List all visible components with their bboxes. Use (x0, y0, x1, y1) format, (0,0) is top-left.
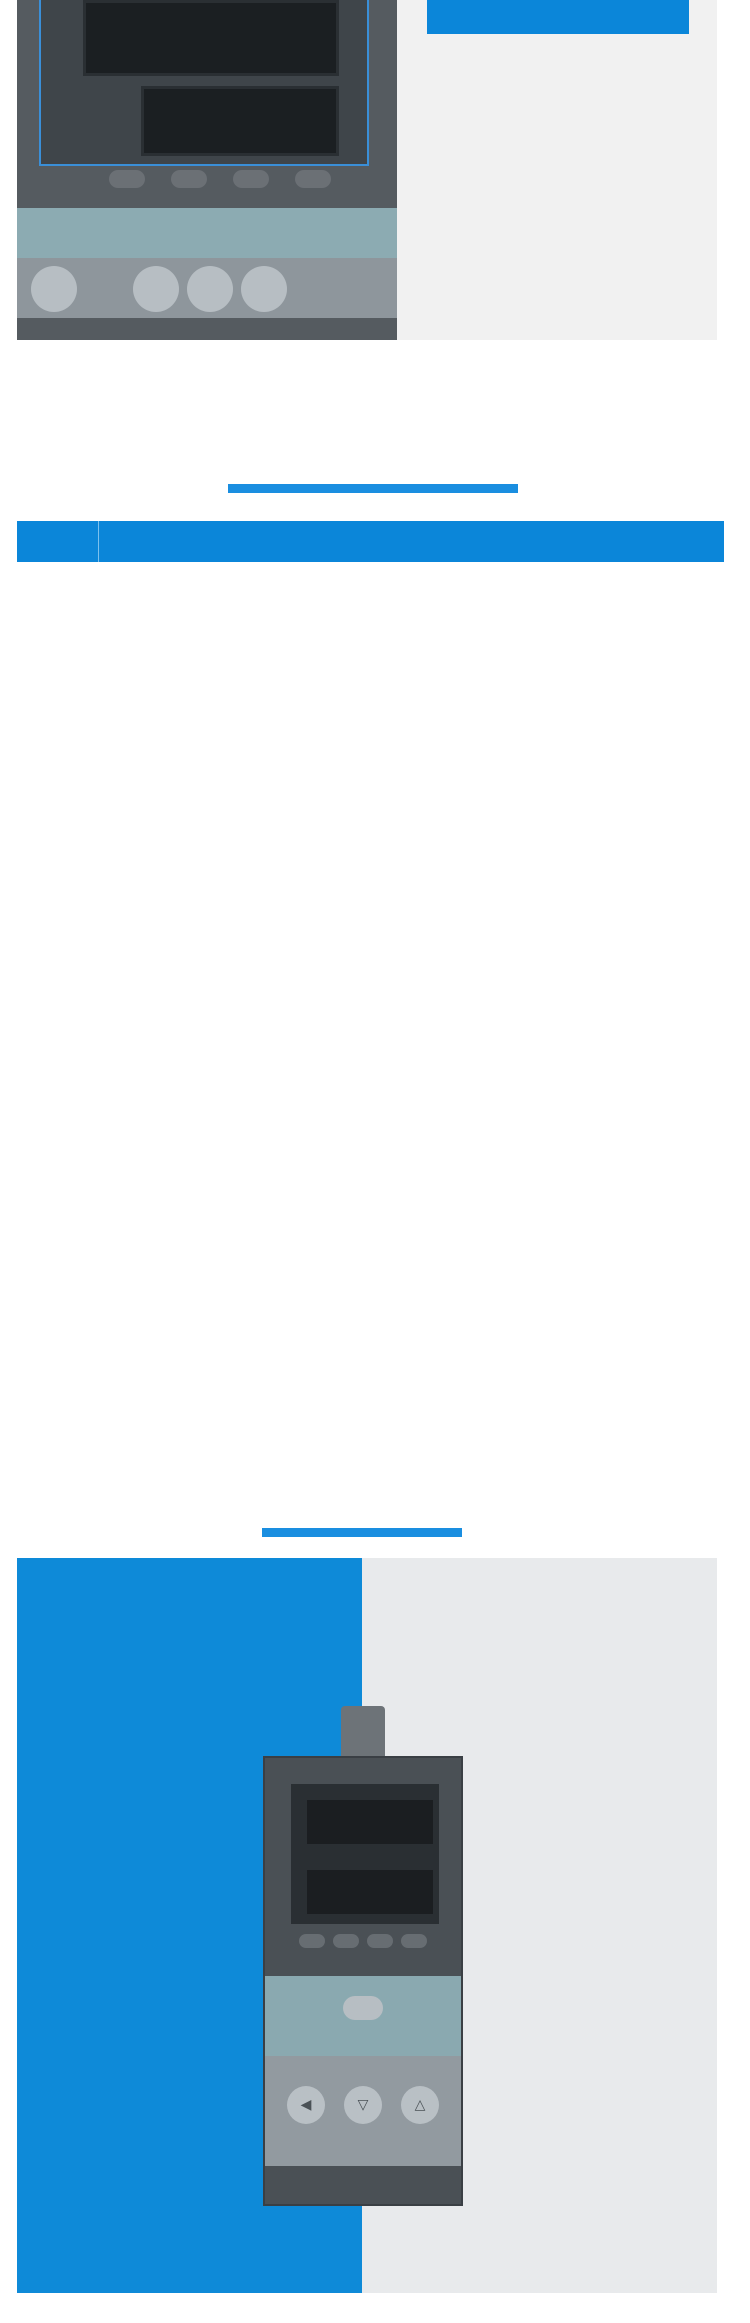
down-key-icon (187, 266, 233, 312)
model-code (99, 521, 459, 562)
shift-key-icon-2: ◀ (287, 2086, 325, 2124)
model-definition-table (17, 521, 724, 1406)
led-al2 (295, 170, 331, 188)
controller-photo-2 (263, 1706, 463, 2206)
set-key (31, 266, 77, 312)
led-al2-2 (401, 1934, 427, 1948)
set-key-2 (343, 1996, 383, 2020)
application-panel (17, 1558, 717, 2293)
down-key-icon-2: ▽ (344, 2086, 382, 2124)
controller-screen (291, 1784, 439, 1924)
shift-key-icon (133, 266, 179, 312)
controller-keys (17, 258, 397, 318)
led-at (171, 170, 207, 188)
led-out-2 (299, 1934, 325, 1948)
led-al1-2 (367, 1934, 393, 1948)
section-underline-2 (262, 1528, 462, 1537)
indicator-leds-2 (299, 1934, 429, 1950)
led-al1 (233, 170, 269, 188)
header-corner (17, 521, 99, 562)
led-at-2 (333, 1934, 359, 1948)
pv-display (83, 0, 339, 76)
section-underline (228, 484, 518, 493)
indicator-leds (109, 170, 349, 190)
sv-display-2 (307, 1870, 433, 1914)
controller-body (263, 1756, 463, 2206)
up-key-icon-2: △ (401, 2086, 439, 2124)
table-header (17, 521, 724, 562)
feature-badge (427, 0, 689, 34)
led-out (109, 170, 145, 188)
controller-keys-2 (265, 2056, 461, 2166)
up-key-icon (241, 266, 287, 312)
hero-section (17, 0, 717, 340)
controller-band (17, 208, 397, 258)
controller-photo (17, 0, 397, 340)
brand-bar (17, 318, 397, 340)
sv-display (141, 86, 339, 156)
pv-display-2 (307, 1800, 433, 1844)
